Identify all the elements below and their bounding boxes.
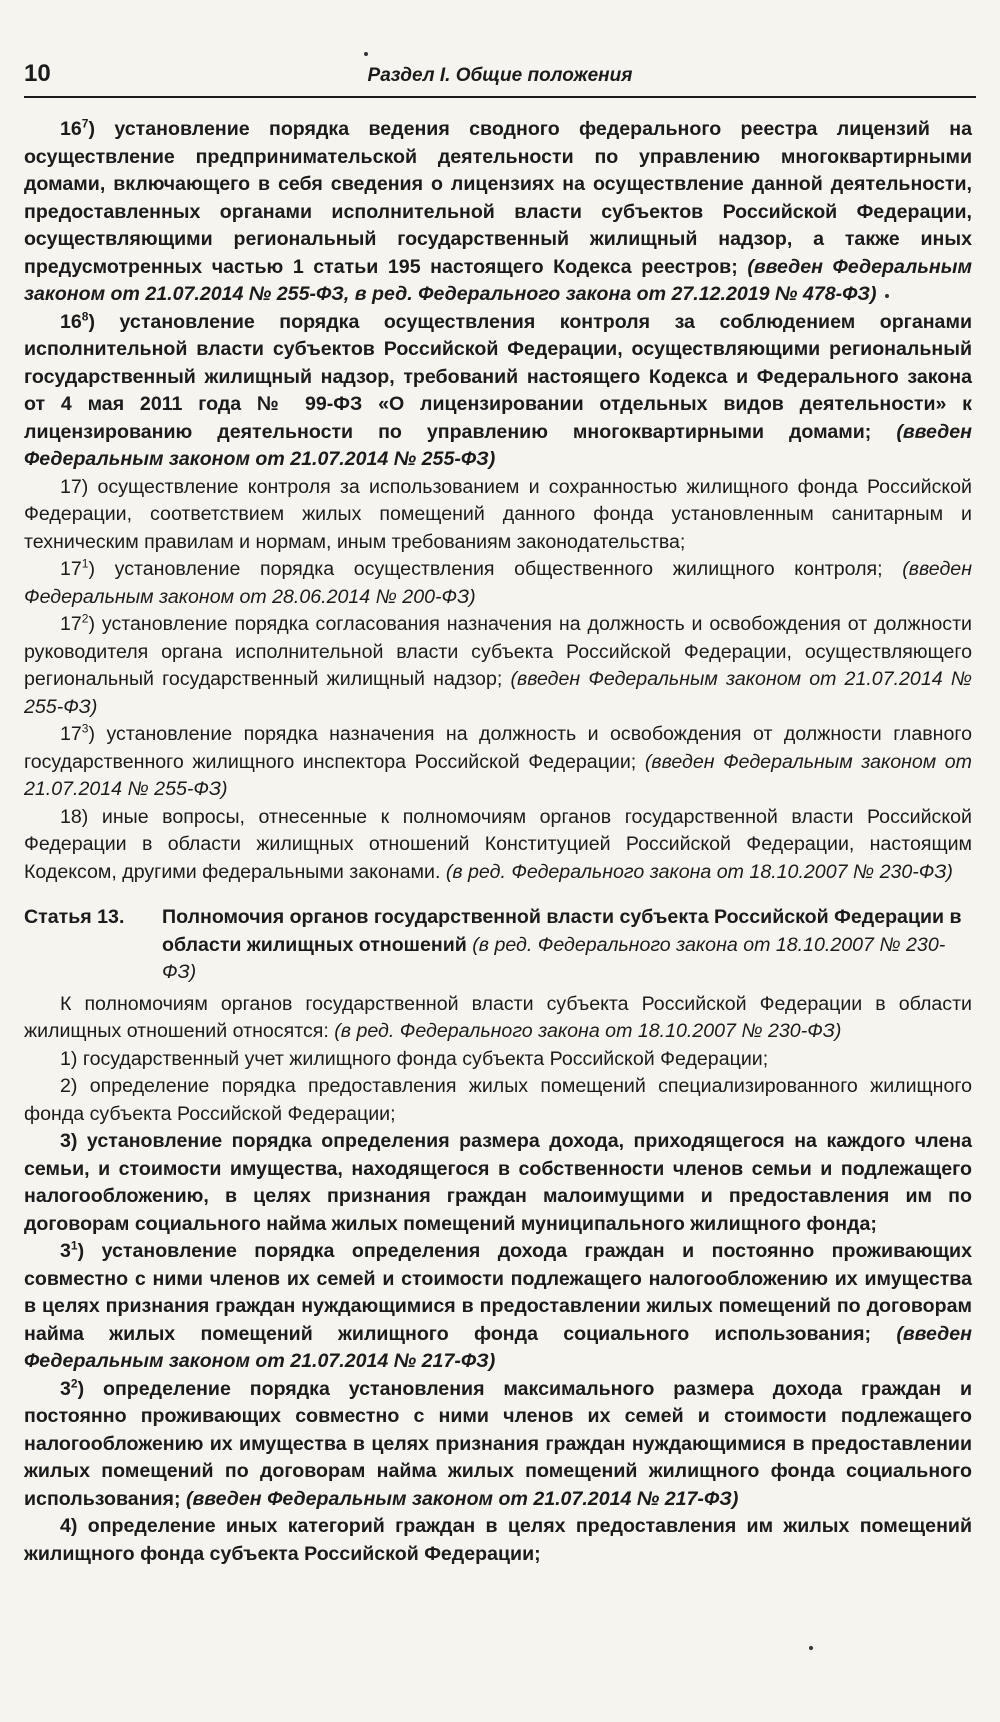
item-text: ) определение порядка установления максимального размера дохода граждан и постоянно проживающих совместно с ними членов их семей и стоимости подлежащего налогообложению их имущества в целях признания граждан нуждающимися в предоставлении жилых помещений по договорам найма жилых помещений жилищного фонда социального использования; <box>24 1377 972 1510</box>
paragraph-i17_3 <box>24 721 976 804</box>
paragraph-a2 <box>24 1073 976 1128</box>
item-text: ) установление порядка определения дохода граждан и постоянно проживающих совместно с ними членов их семей и стоимости подлежащего налогообложению их имущества в целях признания граждан нуждающимися в предоставлении жилых помещений по договорам найма жилых помещений жилищного фонда социального использования; <box>24 1240 972 1345</box>
paragraph-i18 <box>24 804 976 887</box>
item-text: ) установление порядка осуществления контроля за соблюдением органами исполнительной власти субъектов Российской Федерации, осуществляющими региональный государственный жилищный надзор, требований настоящего Кодекса и Федерального закона от 4 мая 2011 года № 99-ФЗ «О лицензировании отдельных видов деятельности» к лицензированию деятельности по управлению многоквартирными домами; <box>24 310 972 443</box>
item-text: ) установление порядка определения размера дохода, приходящегося на каждого члена семьи, и стоимости имущества, находящегося в собственности членов семьи и подлежащего налогообложению, в целях признания граждан малоимущими и предоставления им по договорам социального найма жилых помещений муниципального жилищного фонда; <box>24 1130 972 1235</box>
item-text: ) определение иных категорий граждан в целях предоставления им жилых помещений жилищного фонда субъекта Российской Федерации; <box>24 1515 972 1565</box>
item-number: 16 <box>60 118 82 140</box>
item-superscript: 8 <box>81 308 89 323</box>
article-13-heading <box>24 904 976 987</box>
item-number: 16 <box>60 310 82 333</box>
article-number: Статья 13. <box>24 906 125 928</box>
item-superscript: 7 <box>81 116 89 131</box>
article-13-items <box>24 991 976 1569</box>
paragraph-i17 <box>24 474 976 557</box>
item-superscript: 3 <box>81 721 89 736</box>
item-number: 3 <box>60 1130 71 1152</box>
print-speck <box>809 1646 813 1650</box>
item-text: ) иные вопросы, отнесенные к полномочиям органов государственной власти Российской Федерации в области жилищных отношений Конституцией Российской Федерации, настоящим Кодексом, другими федеральными законами. <box>24 805 972 883</box>
amendment-note: (введен Федеральным законом от 21.07.2014 № 255-ФЗ) <box>24 668 972 718</box>
paragraph-a3_2 <box>24 1376 976 1514</box>
item-superscript: 2 <box>81 611 89 626</box>
paragraph-a_intro <box>24 991 976 1046</box>
paragraph-a3 <box>24 1128 976 1238</box>
amendment-note: (введен Федеральным законом от 21.07.2014 № 217-ФЗ) <box>185 1487 739 1510</box>
amendment-note: (введен Федеральным законом от 21.07.2014 № 255-ФЗ) <box>24 420 972 470</box>
item-number: 17 <box>60 613 82 635</box>
paragraph-a4 <box>24 1513 976 1568</box>
item-text: ) государственный учет жилищного фонда субъекта Российской Федерации; <box>70 1047 769 1070</box>
paragraph-i16_7 <box>24 116 976 309</box>
paragraph-i16_8 <box>24 309 976 474</box>
item-text: ) установление порядка осуществления общественного жилищного контроля; <box>88 558 903 580</box>
paragraph-a1 <box>24 1046 976 1074</box>
item-number: 17 <box>60 475 82 498</box>
item-number: 17 <box>60 723 82 745</box>
print-speck <box>364 52 368 56</box>
article-title <box>162 904 976 987</box>
item-number: 4 <box>60 1515 71 1537</box>
item-number: 2 <box>60 1075 71 1097</box>
item-number: 3 <box>60 1240 71 1262</box>
item-number: 18 <box>60 805 82 828</box>
item-text: ) осуществление контроля за использованием и сохранностью жилищного фонда Российской Федерации, соответствием жилых помещений данного фонда установленным санитарным и техническим правилам и нормам, иным требованиям законодательства; <box>24 475 972 553</box>
item-text: ) установление порядка назначения на должность и освобождения от должности главного государственного жилищного инспектора Российской Федерации; <box>24 723 972 773</box>
amendment-note: (введен Федеральным законом от 21.07.2014 № 217-ФЗ) <box>24 1322 972 1372</box>
amendment-note: (введен Федеральным законом от 28.06.2014 № 200-ФЗ) <box>24 558 972 608</box>
item-number: 3 <box>60 1377 71 1400</box>
item-superscript: 1 <box>70 1238 78 1253</box>
item-number: 17 <box>60 558 82 580</box>
amendment-note: (введен Федеральным законом от 21.07.2014 № 255-ФЗ, в ред. Федерального закона от 27.12.2019 № 478-ФЗ) <box>24 255 972 305</box>
amendment-note: (введен Федеральным законом от 21.07.2014 № 255-ФЗ) <box>24 750 973 800</box>
item-text: ) установление порядка ведения сводного федерального реестра лицензий на осуществление предпринимательской деятельности по управлению многоквартирными домами, включающего в себя сведения о лицензиях на осуществление данной деятельности, предоставленных органами исполнительной власти субъектов Российской Федерации, осуществляющими региональный государственный жилищный надзор, а также иных предусмотренных частью 1 статьи 195 настоящего Кодекса реестров; <box>24 118 972 278</box>
page-number: 10 <box>24 60 51 87</box>
paragraph-i17_1 <box>24 556 976 611</box>
page-header <box>24 60 976 98</box>
article-title-note: (в ред. Федерального закона от 18.10.2007 № 230-ФЗ) <box>162 933 946 983</box>
item-text: ) установление порядка согласования назначения на должность и освобождения от должности руководителя органа исполнительной власти субъекта Российской Федерации, осуществляющего региональный государственный жилищный надзор; <box>24 613 972 690</box>
item-number: 1 <box>60 1047 71 1070</box>
article-title-text: Полномочия органов государственной власти субъекта Российской Федерации в области жилищных отношений <box>162 906 962 956</box>
item-superscript: 1 <box>81 556 89 571</box>
print-speck <box>885 294 889 298</box>
running-title: Раздел I. Общие положения <box>367 65 633 86</box>
item-text: К полномочиям органов государственной власти субъекта Российской Федерации в области жилищных отношений относятся: <box>24 992 972 1042</box>
amendment-note: (в ред. Федерального закона от 18.10.2007 № 230-ФЗ) <box>445 860 953 883</box>
item-text: ) определение порядка предоставления жилых помещений специализированного жилищного фонда субъекта Российской Федерации; <box>24 1075 972 1125</box>
paragraph-a3_1 <box>24 1238 976 1376</box>
article-12-items <box>24 116 976 886</box>
paragraph-i17_2 <box>24 611 976 721</box>
amendment-note: (в ред. Федерального закона от 18.10.2007 № 230-ФЗ) <box>334 1020 842 1042</box>
item-superscript: 2 <box>70 1375 78 1390</box>
